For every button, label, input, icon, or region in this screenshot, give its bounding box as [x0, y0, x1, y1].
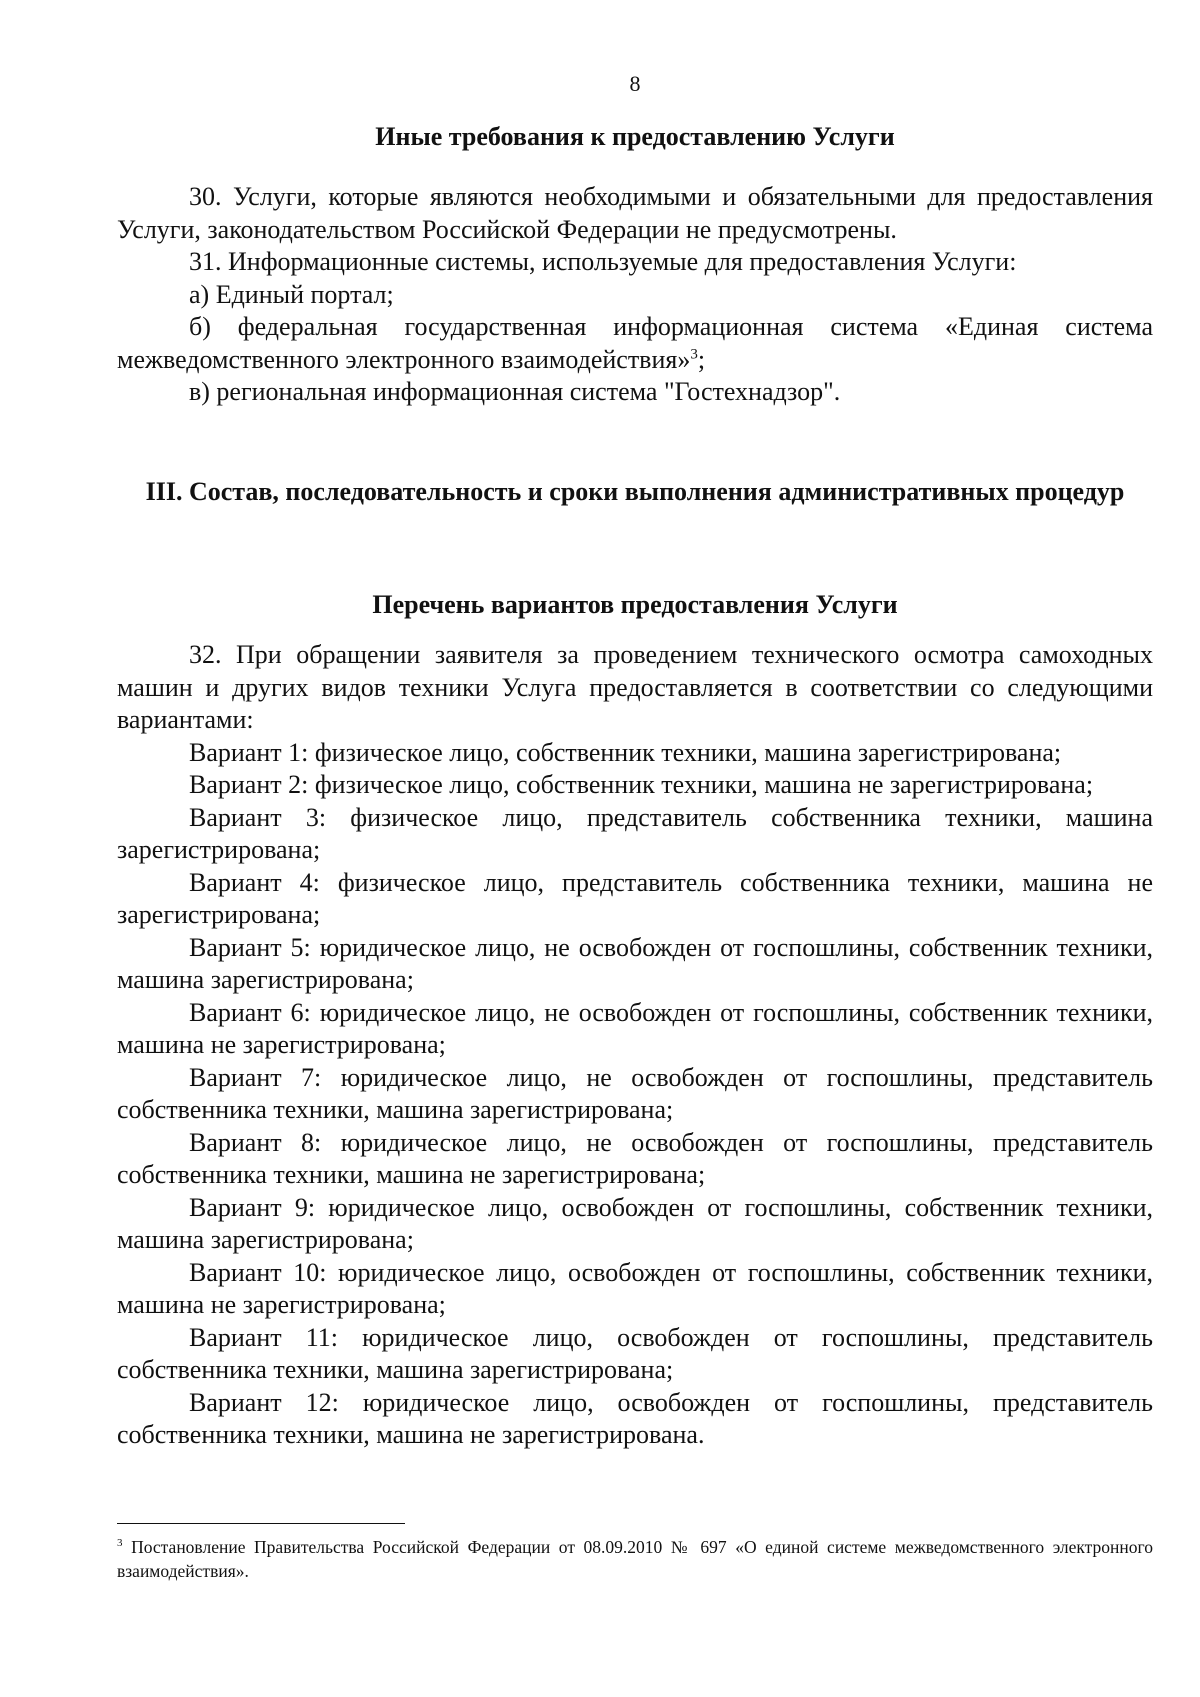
document-page — [117, 0, 1153, 1697]
footnote-text: Постановление Правительства Российской Федерации от 08.09.2010 № 697 «О единой системе межведомственного электронного взаимодействия». — [117, 1537, 1154, 1581]
variant-item: Вариант 7: юридическое лицо, не освобожден от госпошлины, представитель собственника техники, машина зарегистрирована; — [117, 1062, 1153, 1124]
requirements-block — [117, 181, 1153, 409]
item-b — [117, 311, 1153, 376]
paragraph-30: 30. Услуги, которые являются необходимыми и обязательными для предоставления Услуги, законодательством Российской Федерации не предусмотрены. — [117, 182, 1153, 244]
item-c: в) региональная информационная система "Гостехнадзор". — [189, 377, 841, 406]
page-number: 8 — [629, 71, 641, 96]
footnote-ref: 3 — [690, 345, 698, 362]
variants-block — [117, 639, 1153, 1452]
variant-item: Вариант 5: юридическое лицо, не освобожден от госпошлины, собственник техники, машина зарегистрирована; — [117, 932, 1153, 994]
variant-item: Вариант 4: физическое лицо, представитель собственника техники, машина не зарегистрирована; — [117, 867, 1153, 929]
paragraph-31: 31. Информационные системы, используемые для предоставления Услуги: — [189, 247, 1017, 276]
variant-item: Вариант 8: юридическое лицо, не освобожден от госпошлины, представитель собственника техники, машина не зарегистрирована; — [117, 1127, 1153, 1189]
variant-item: Вариант 12: юридическое лицо, освобожден от госпошлины, представитель собственника техники, машина не зарегистрирована. — [117, 1387, 1153, 1449]
section-heading: III. Состав, последовательность и сроки выполнения административных процедур — [145, 477, 1125, 506]
variant-item: Вариант 6: юридическое лицо, не освобожден от госпошлины, собственник техники, машина не зарегистрирована; — [117, 997, 1153, 1059]
variant-item: Вариант 9: юридическое лицо, освобожден от госпошлины, собственник техники, машина зарегистрирована; — [117, 1192, 1153, 1254]
paragraph-32: 32. При обращении заявителя за проведением технического осмотра самоходных машин и других видов техники Услуга предоставляется в соответствии со следующими вариантами: — [117, 640, 1153, 734]
item-b-end: ; — [697, 344, 706, 374]
variant-item: Вариант 3: физическое лицо, представитель собственника техники, машина зарегистрирована; — [117, 802, 1153, 864]
variant-item: Вариант 1: физическое лицо, собственник техники, машина зарегистрирована; — [189, 737, 1062, 767]
item-a: а) Единый портал; — [189, 279, 394, 309]
footnote — [117, 1535, 1153, 1583]
variant-item: Вариант 2: физическое лицо, собственник техники, машина не зарегистрирована; — [189, 770, 1094, 799]
heading-other-requirements: Иные требования к предоставлению Услуги — [375, 122, 895, 151]
variant-item: Вариант 11: юридическое лицо, освобожден от госпошлины, представитель собственника техники, машина зарегистрирована; — [117, 1322, 1153, 1384]
heading-variants: Перечень вариантов предоставления Услуги — [372, 590, 898, 619]
variant-item: Вариант 10: юридическое лицо, освобожден от госпошлины, собственник техники, машина не зарегистрирована; — [117, 1257, 1153, 1319]
footnote-divider — [117, 1523, 405, 1524]
item-b-text: б) федеральная государственная информационная система «Единая система межведомственного электронного взаимодействия» — [117, 312, 1153, 374]
footnote-number: 3 — [117, 1537, 123, 1550]
